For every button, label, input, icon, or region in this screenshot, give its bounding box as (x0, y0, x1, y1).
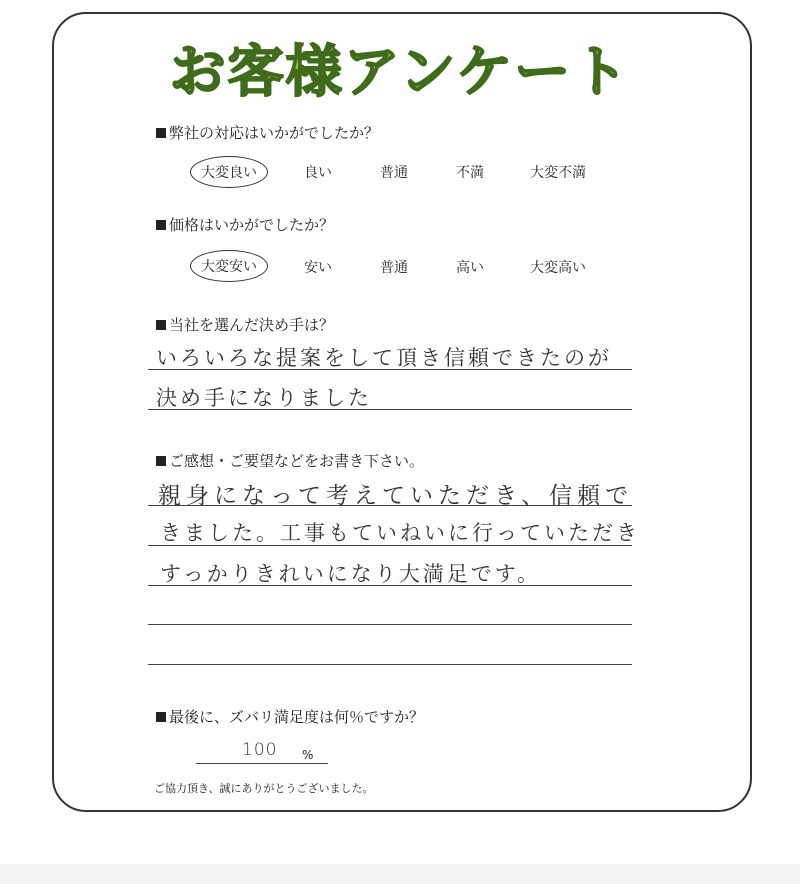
answer-rule (148, 505, 632, 506)
square-bullet-icon (156, 712, 166, 722)
question-5-label: 最後に、ズバリ満足度は何％ですか？ (169, 708, 425, 726)
q3-answer-line-2: 決め手になりました (156, 386, 372, 410)
q1-option-3[interactable]: 普通 (380, 165, 408, 181)
question-4-label: ご感想・ご要望などをお書き下さい。 (169, 452, 425, 470)
question-2 (156, 214, 334, 235)
q2-option-2[interactable]: 安い (304, 260, 332, 276)
question-1 (156, 122, 379, 143)
answer-rule (148, 369, 632, 370)
q3-answer-line-1: いろいろな提案をして頂き信頼できたのが (156, 346, 612, 370)
question-2-label: 価格はいかがでしたか？ (169, 216, 335, 234)
q1-option-2[interactable]: 良い (304, 165, 332, 181)
square-bullet-icon (156, 220, 166, 230)
answer-rule (148, 664, 632, 665)
question-4 (156, 450, 424, 471)
square-bullet-icon (156, 128, 166, 138)
scan-edge (0, 864, 800, 884)
square-bullet-icon (156, 456, 166, 466)
answer-rule (148, 585, 632, 586)
q2-option-3[interactable]: 普通 (380, 260, 408, 276)
answer-rule (148, 545, 632, 546)
q2-option-1-selected[interactable]: 大変安い (190, 250, 268, 282)
question-3-label: 当社を選んだ決め手は？ (169, 316, 335, 334)
question-1-label: 弊社の対応はいかがでしたか？ (169, 124, 380, 142)
satisfaction-rule (196, 763, 328, 764)
q4-answer-line-2: きました。工事もていねいに行っていただき (160, 521, 640, 545)
square-bullet-icon (156, 320, 166, 330)
q4-answer-line-3: すっかりきれいになり大満足です。 (160, 562, 542, 586)
q4-answer-line-1: 親身になって考えていただき、信頼で (158, 483, 634, 509)
q1-option-1-selected[interactable]: 大変良い (190, 156, 268, 188)
q2-option-5[interactable]: 大変高い (530, 260, 586, 276)
answer-rule (148, 624, 632, 625)
q1-option-5[interactable]: 大変不満 (530, 165, 586, 181)
question-3 (156, 314, 334, 335)
satisfaction-value: 100 (242, 740, 278, 760)
percent-sign: % (302, 748, 314, 762)
survey-title: お客様アンケート (169, 40, 631, 105)
q1-option-4[interactable]: 不満 (456, 165, 484, 181)
q2-option-4[interactable]: 高い (456, 260, 484, 276)
answer-rule (148, 409, 632, 410)
closing-message: ご協力頂き、誠にありがとうございました。 (154, 782, 374, 795)
question-5 (156, 706, 424, 727)
